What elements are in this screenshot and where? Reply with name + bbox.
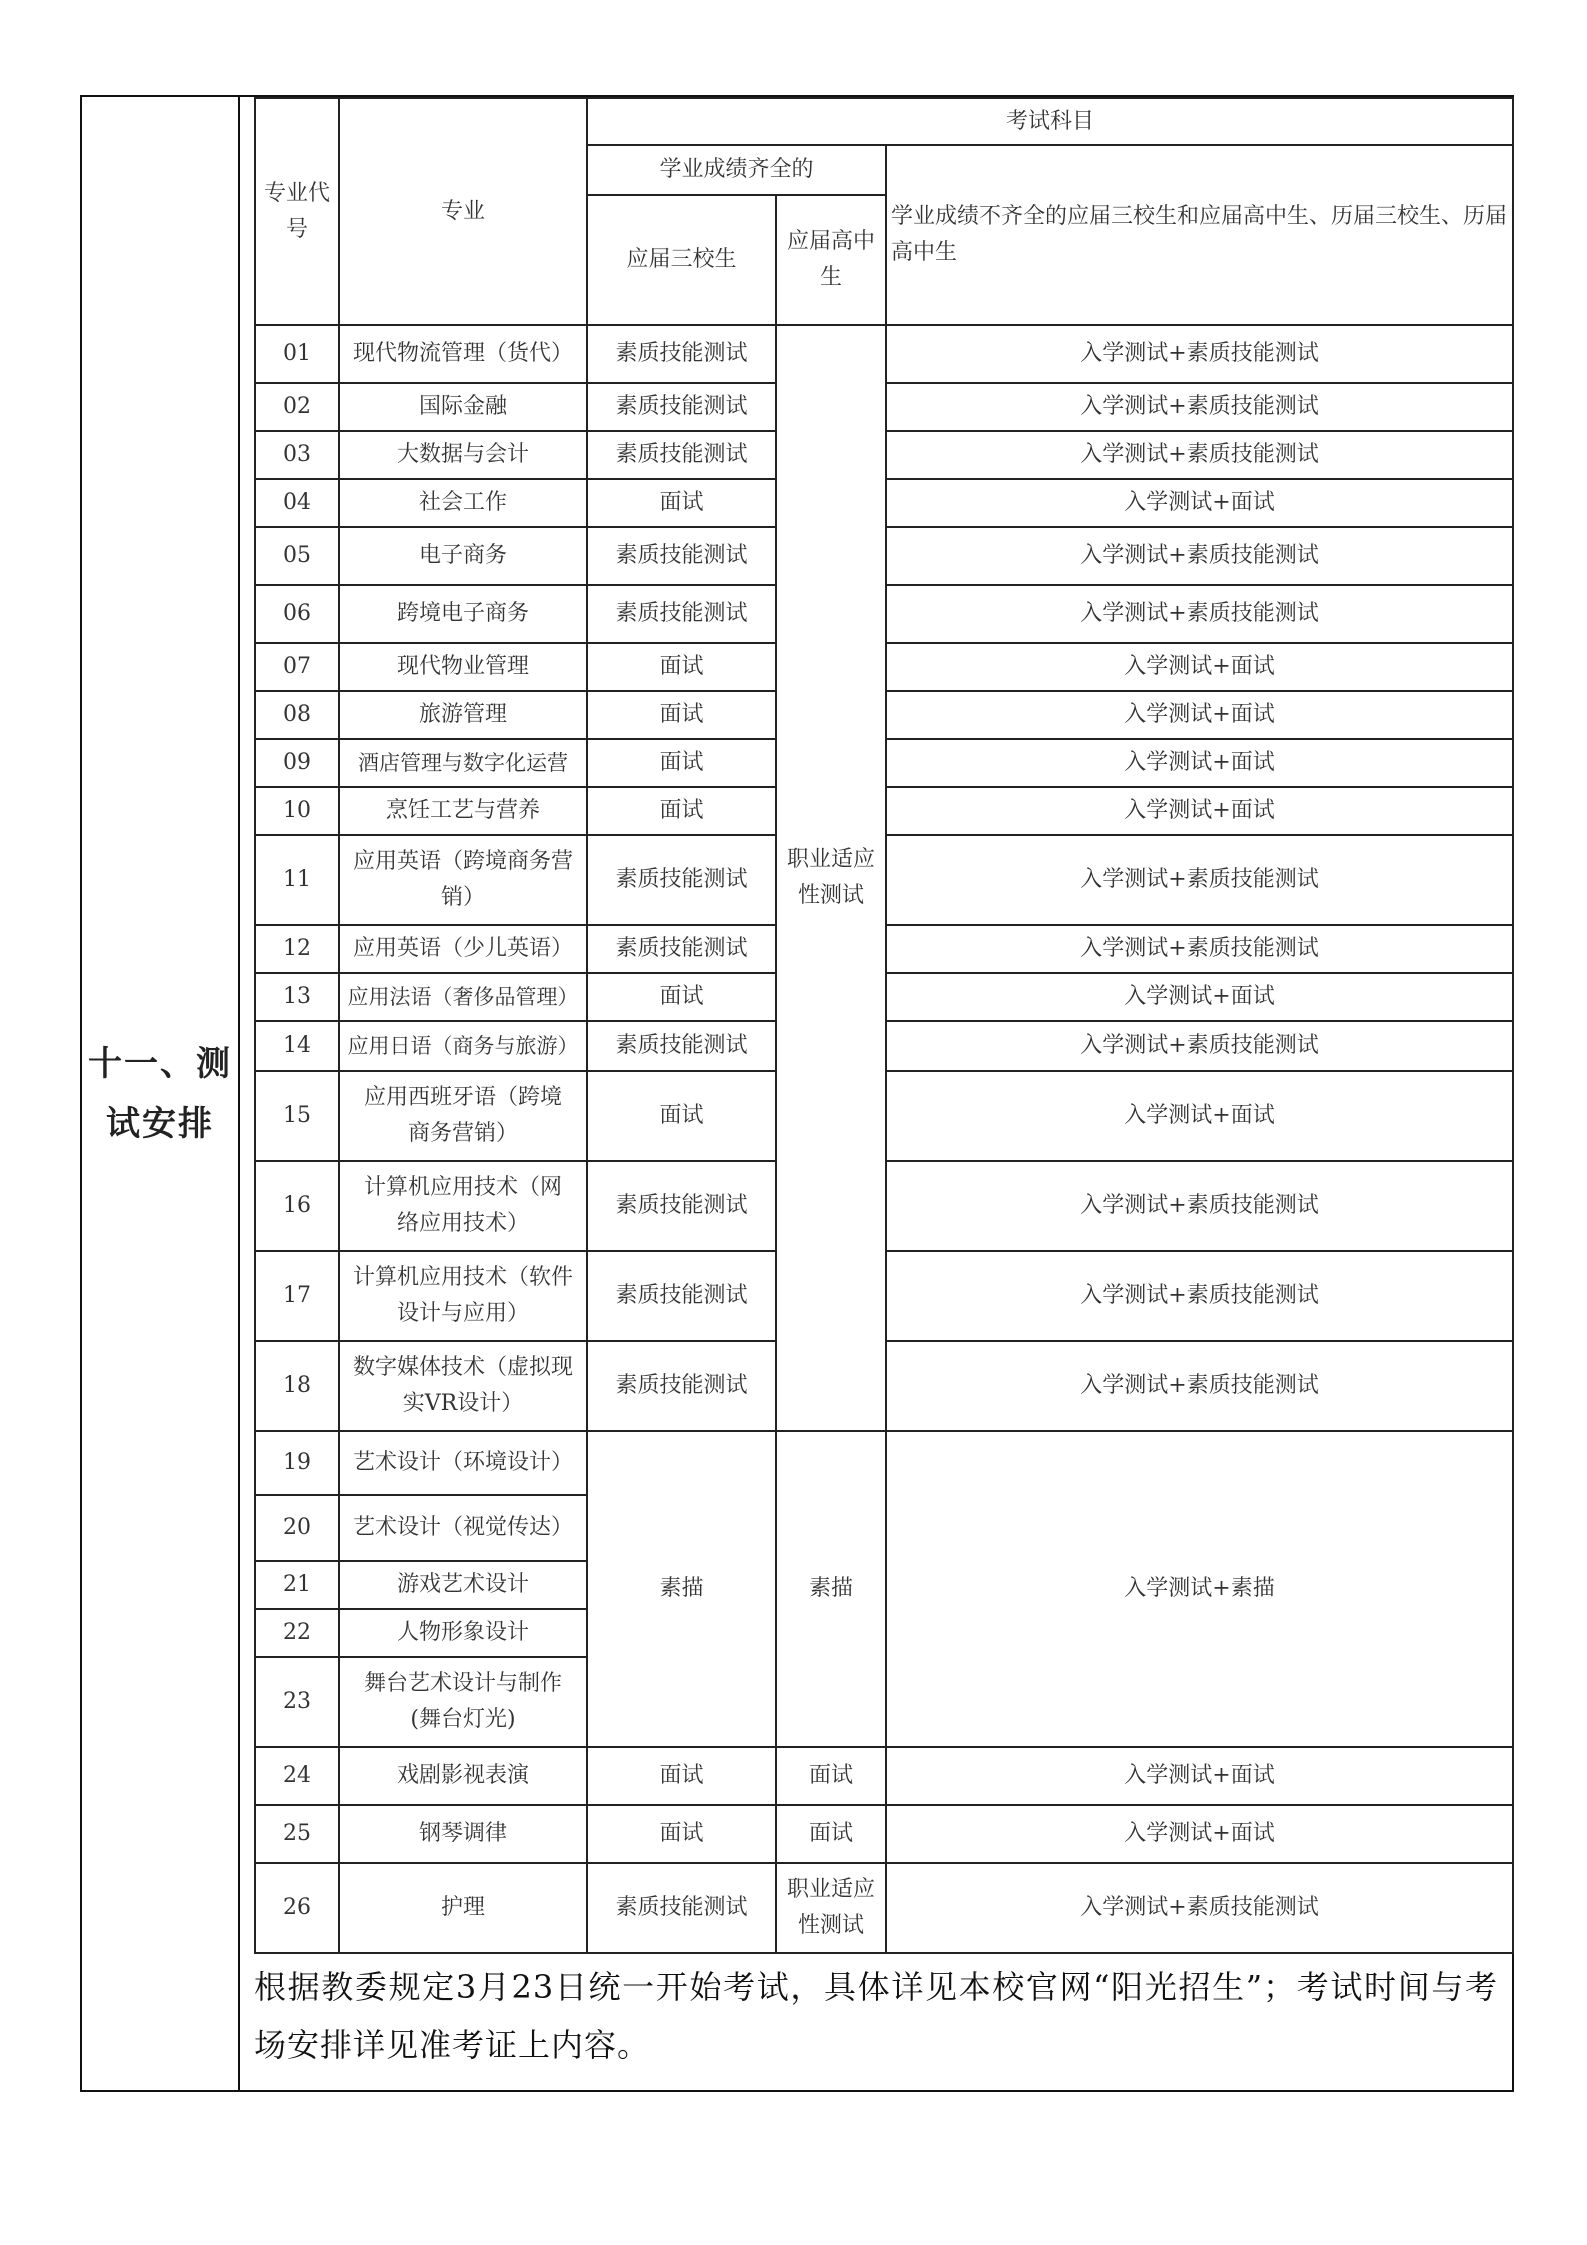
header-subjects: 考试科目 (587, 98, 1513, 145)
header-code: 专业代号 (255, 98, 339, 325)
row-major: 应用西班牙语（跨境商务营销） (339, 1071, 587, 1161)
row-incomplete-subject: 入学测试+面试 (886, 739, 1513, 787)
row-major: 应用法语（奢侈品管理） (339, 973, 587, 1021)
table-row (255, 1863, 1513, 1953)
row-gaozhong-subject: 面试 (776, 1805, 886, 1863)
row-sanxiao-subject: 素质技能测试 (587, 1863, 776, 1953)
table-row (255, 1747, 1513, 1805)
row-code: 18 (255, 1341, 339, 1431)
row-major: 烹饪工艺与营养 (339, 787, 587, 835)
row-code: 21 (255, 1561, 339, 1609)
header-major: 专业 (339, 98, 587, 325)
row-sanxiao-subject: 面试 (587, 973, 776, 1021)
row-major: 护理 (339, 1863, 587, 1953)
row-major: 戏剧影视表演 (339, 1747, 587, 1805)
row-code: 22 (255, 1609, 339, 1657)
row-sanxiao-subject: 面试 (587, 739, 776, 787)
row-incomplete-subject: 入学测试+素质技能测试 (886, 431, 1513, 479)
row-code: 13 (255, 973, 339, 1021)
row-code: 08 (255, 691, 339, 739)
row-code: 23 (255, 1657, 339, 1747)
row-major: 计算机应用技术（软件设计与应用） (339, 1251, 587, 1341)
row-incomplete-subject: 入学测试+面试 (886, 787, 1513, 835)
row-incomplete-subject: 入学测试+素质技能测试 (886, 383, 1513, 431)
row-incomplete-subject: 入学测试+面试 (886, 479, 1513, 527)
header-complete: 学业成绩齐全的 (587, 145, 886, 195)
row-gaozhong-subject: 面试 (776, 1747, 886, 1805)
row-code: 25 (255, 1805, 339, 1863)
sketch-gaozhong-merged: 素描 (776, 1431, 886, 1747)
row-sanxiao-subject: 素质技能测试 (587, 383, 776, 431)
exam-note: 根据教委规定3月23日统一开始考试，具体详见本校官网“阳光招生”；考试时间与考场安排详见准考证上内容。 (254, 1968, 1498, 2064)
content-cell (239, 96, 1513, 2091)
row-major: 艺术设计（视觉传达） (339, 1495, 587, 1561)
row-sanxiao-subject: 素质技能测试 (587, 1161, 776, 1251)
row-major: 数字媒体技术（虚拟现实VR设计） (339, 1341, 587, 1431)
row-major: 艺术设计（环境设计） (339, 1431, 587, 1495)
header-incomplete: 学业成绩不齐全的应届三校生和应届高中生、历届三校生、历届高中生 (886, 145, 1513, 325)
row-code: 15 (255, 1071, 339, 1161)
row-incomplete-subject: 入学测试+素质技能测试 (886, 325, 1513, 383)
row-sanxiao-subject: 素质技能测试 (587, 527, 776, 585)
row-sanxiao-subject: 面试 (587, 691, 776, 739)
row-major: 国际金融 (339, 383, 587, 431)
row-code: 11 (255, 835, 339, 925)
header-sanxiao: 应届三校生 (587, 195, 776, 325)
row-major: 人物形象设计 (339, 1609, 587, 1657)
row-code: 26 (255, 1863, 339, 1953)
row-sanxiao-subject: 素质技能测试 (587, 585, 776, 643)
row-incomplete-subject: 入学测试+面试 (886, 1805, 1513, 1863)
row-major: 现代物业管理 (339, 643, 587, 691)
row-incomplete-subject: 入学测试+面试 (886, 973, 1513, 1021)
row-sanxiao-subject: 素质技能测试 (587, 835, 776, 925)
row-sanxiao-subject: 面试 (587, 787, 776, 835)
arrangement-frame (80, 95, 1514, 2092)
row-sanxiao-subject: 面试 (587, 643, 776, 691)
section-title: 十一、测试安排 (81, 96, 239, 2091)
row-sanxiao-subject: 面试 (587, 1805, 776, 1863)
row-incomplete-subject: 入学测试+素质技能测试 (886, 527, 1513, 585)
row-sanxiao-subject: 面试 (587, 1747, 776, 1805)
row-major: 钢琴调律 (339, 1805, 587, 1863)
row-sanxiao-subject: 素质技能测试 (587, 1021, 776, 1071)
row-sanxiao-subject: 素质技能测试 (587, 431, 776, 479)
table-row (255, 1805, 1513, 1863)
row-code: 16 (255, 1161, 339, 1251)
row-major: 应用英语（跨境商务营销） (339, 835, 587, 925)
row-incomplete-subject: 入学测试+面试 (886, 1071, 1513, 1161)
row-major: 现代物流管理（货代） (339, 325, 587, 383)
row-code: 12 (255, 925, 339, 973)
row-major: 电子商务 (339, 527, 587, 585)
row-code: 03 (255, 431, 339, 479)
row-code: 20 (255, 1495, 339, 1561)
row-code: 05 (255, 527, 339, 585)
row-incomplete-subject: 入学测试+素质技能测试 (886, 835, 1513, 925)
row-code: 02 (255, 383, 339, 431)
row-major: 旅游管理 (339, 691, 587, 739)
row-incomplete-subject: 入学测试+素质技能测试 (886, 585, 1513, 643)
row-code: 14 (255, 1021, 339, 1071)
row-code: 09 (255, 739, 339, 787)
row-major: 计算机应用技术（网络应用技术） (339, 1161, 587, 1251)
row-code: 10 (255, 787, 339, 835)
row-incomplete-subject: 入学测试+素质技能测试 (886, 1251, 1513, 1341)
row-incomplete-subject: 入学测试+素质技能测试 (886, 1863, 1513, 1953)
row-major: 大数据与会计 (339, 431, 587, 479)
row-sanxiao-subject: 素质技能测试 (587, 1341, 776, 1431)
row-code: 04 (255, 479, 339, 527)
table-row (255, 1431, 1513, 1495)
sketch-incomplete-merged: 入学测试+素描 (886, 1431, 1513, 1747)
table-row (255, 325, 1513, 383)
row-major: 应用日语（商务与旅游） (339, 1021, 587, 1071)
row-incomplete-subject: 入学测试+面试 (886, 1747, 1513, 1805)
row-major: 社会工作 (339, 479, 587, 527)
row-major: 舞台艺术设计与制作(舞台灯光) (339, 1657, 587, 1747)
row-incomplete-subject: 入学测试+素质技能测试 (886, 925, 1513, 973)
exam-subject-table (254, 97, 1514, 1954)
row-sanxiao-subject: 素质技能测试 (587, 925, 776, 973)
row-incomplete-subject: 入学测试+素质技能测试 (886, 1161, 1513, 1251)
row-incomplete-subject: 入学测试+面试 (886, 691, 1513, 739)
row-incomplete-subject: 入学测试+素质技能测试 (886, 1341, 1513, 1431)
row-code: 17 (255, 1251, 339, 1341)
row-sanxiao-subject: 素质技能测试 (587, 325, 776, 383)
row-code: 19 (255, 1431, 339, 1495)
row-code: 24 (255, 1747, 339, 1805)
row-sanxiao-subject: 素质技能测试 (587, 1251, 776, 1341)
header-gaozhong: 应届高中生 (776, 195, 886, 325)
vocational-merged: 职业适应性测试 (776, 325, 886, 1431)
row-sanxiao-subject: 面试 (587, 479, 776, 527)
row-code: 01 (255, 325, 339, 383)
row-code: 06 (255, 585, 339, 643)
row-major: 跨境电子商务 (339, 585, 587, 643)
row-major: 游戏艺术设计 (339, 1561, 587, 1609)
row-sanxiao-subject: 面试 (587, 1071, 776, 1161)
row-code: 07 (255, 643, 339, 691)
row-incomplete-subject: 入学测试+面试 (886, 643, 1513, 691)
row-major: 应用英语（少儿英语） (339, 925, 587, 973)
row-gaozhong-subject: 职业适应性测试 (776, 1863, 886, 1953)
sketch-sanxiao-merged: 素描 (587, 1431, 776, 1747)
row-major: 酒店管理与数字化运营 (339, 739, 587, 787)
row-incomplete-subject: 入学测试+素质技能测试 (886, 1021, 1513, 1071)
